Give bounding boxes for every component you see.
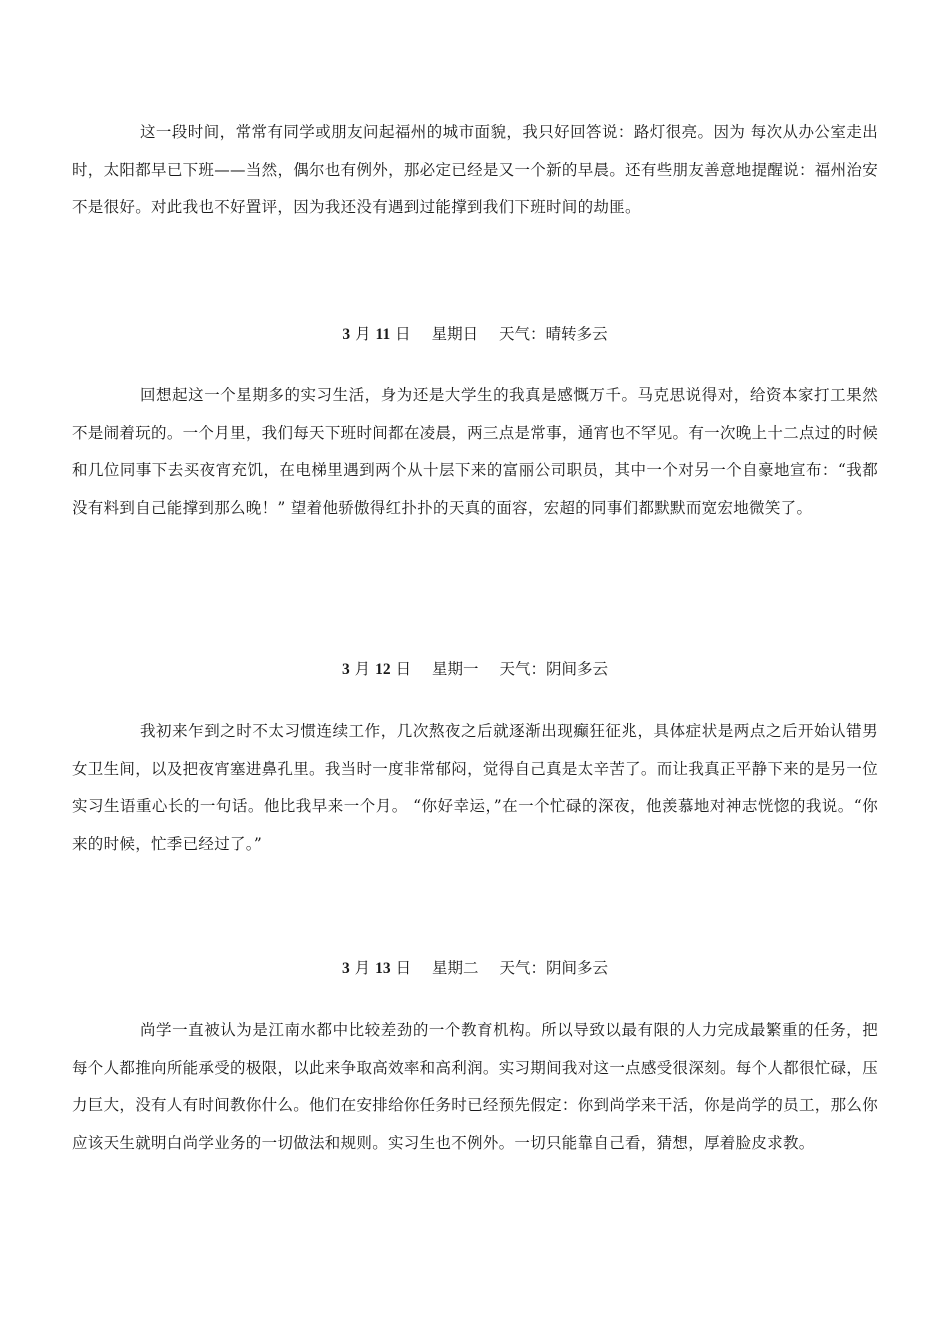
entry-weather-label: 天气： <box>499 325 546 343</box>
entry-month: 3 <box>341 661 350 678</box>
entry-month-unit: 月 <box>355 325 371 343</box>
entry-weekday: 星期一 <box>432 660 479 678</box>
entry-day-unit: 日 <box>395 325 411 343</box>
entry-month: 3 <box>342 326 351 343</box>
body-paragraph: 回想起这一个星期多的实习生活，身为还是大学生的我真是感慨万千。马克思说得对，给资本家打工果然不是闹着玩的。一个月里，我们每天下班时间都在凌晨，两三点是常事，通宵也不罕见。有一次晚上十二点过的时候和几位同事下去买夜宵充饥，在电梯里遇到两个从十层下来的富丽公司职员，其中一个对另一个自豪地宣布：“我都没有料到自己能撑到那么晚！” 望着他骄傲得红扑扑的天真的面容，宏超的同事们都默默而宽宏地微笑了。 <box>72 386 878 517</box>
entry-day: 12 <box>375 661 391 678</box>
entry-weather: 阴间多云 <box>545 660 608 678</box>
diary-entry-heading <box>0 957 950 980</box>
entry-weather-label: 天气： <box>499 959 546 977</box>
body-paragraph: 这一段时间，常常有同学或朋友问起福州的城市面貌，我只好回答说：路灯很亮。因为 每次从办公室走出时，太阳都早已下班——当然，偶尔也有例外，那必定已经是又一个新的早晨。还有些朋友善意地提醒说：福州治安不是很好。对此我也不好置评，因为我还没有遇到过能撑到我们下班时间的劫匪。 <box>72 123 878 216</box>
diary-entry-heading <box>0 658 950 681</box>
entry-day-unit: 日 <box>395 660 412 678</box>
entry-weather-label: 天气： <box>499 660 546 678</box>
entry-weekday: 星期二 <box>432 959 479 977</box>
entry-month-unit: 月 <box>354 660 371 678</box>
entry-weather: 阴间多云 <box>545 959 608 977</box>
entry-month: 3 <box>341 960 350 977</box>
entry-day: 11 <box>375 326 391 343</box>
body-paragraph: 尚学一直被认为是江南水都中比较差劲的一个教育机构。所以导致以最有限的人力完成最繁重的任务，把每个人都推向所能承受的极限，以此来争取高效率和高利润。实习期间我对这一点感受很深刻。每个人都很忙碌，压力巨大，没有人有时间教你什么。他们在安排给你任务时已经预先假定：你到尚学来干活，你是尚学的员工，那么你应该天生就明白尚学业务的一切做法和规则。实习生也不例外。一切只能靠自己看，猜想，厚着脸皮求教。 <box>72 1021 878 1152</box>
entry-day: 13 <box>375 960 391 977</box>
entry-month-unit: 月 <box>354 959 371 977</box>
entry-weather: 晴转多云 <box>545 325 608 343</box>
entry-day-unit: 日 <box>395 959 412 977</box>
diary-entry-heading <box>0 323 950 346</box>
body-paragraph: 我初来乍到之时不太习惯连续工作，几次熬夜之后就逐渐出现癫狂征兆，具体症状是两点之后开始认错男女卫生间，以及把夜宵塞进鼻孔里。我当时一度非常郁闷，觉得自己真是太辛苦了。而让我真正平静下来的是另一位实习生语重心长的一句话。他比我早来一个月。 “你好幸运，”在一个忙碌的深夜，他羡慕地对神志恍惚的我说。“你来的时候，忙季已经过了。” <box>72 722 878 853</box>
entry-weekday: 星期日 <box>431 325 479 343</box>
